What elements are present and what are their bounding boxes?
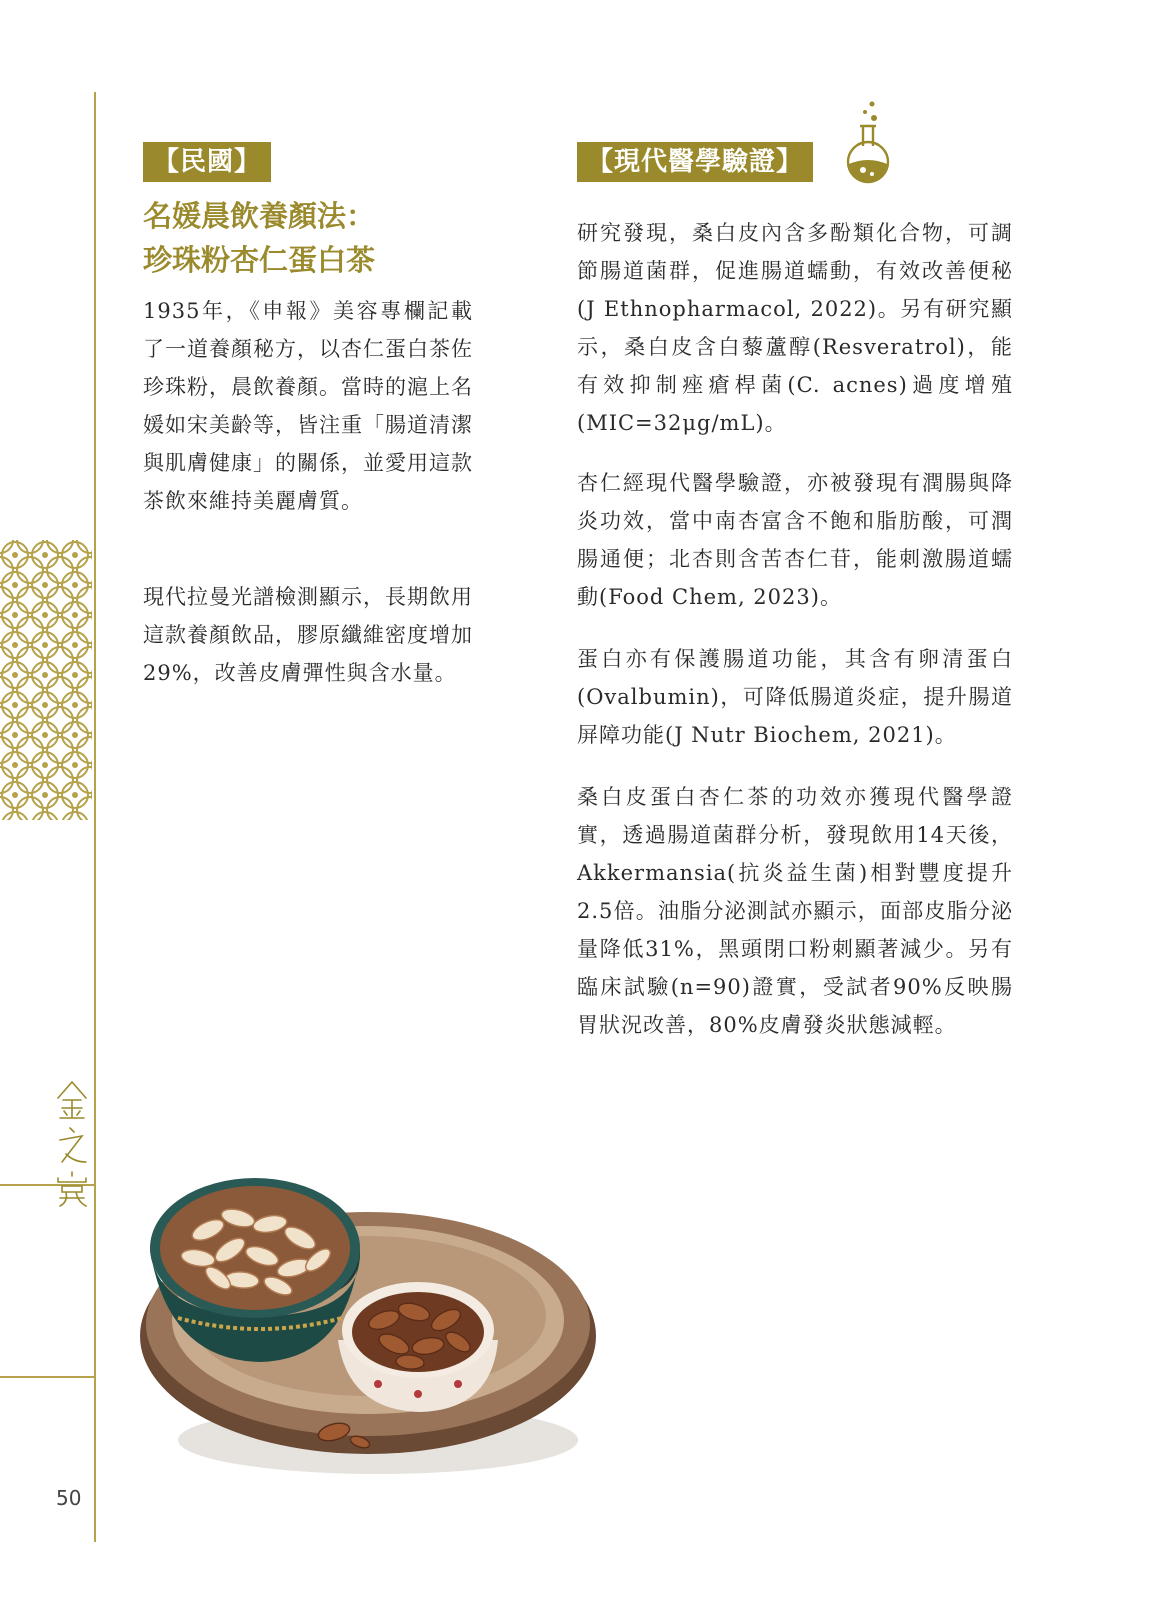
recipe-title <box>143 194 375 282</box>
lattice-pattern-icon <box>0 540 92 820</box>
raman-paragraph: 現代拉曼光譜檢測顯示，長期飲用這款養顏飲品，膠原纖維密度增加29%，改善皮膚彈性與含水量。 <box>143 585 473 685</box>
brand-logo <box>52 1078 92 1208</box>
mulberry-bark-paragraph: 研究發現，桑白皮內含多酚類化合物，可調節腸道菌群，促進腸道蠕動，有效改善便秘(J Ethnopharmacol, 2022)。另有研究顯示，桑白皮含白藜蘆醇(Resveratrol)，能有效抑制痤瘡桿菌(C. acnes)過度增殖(MIC=32μg/mL)。 <box>577 221 1013 435</box>
recipe-title-line: 珍珠粉杏仁蛋白茶 <box>143 243 376 277</box>
page-number: 50 <box>56 1486 82 1510</box>
almond-paragraph: 杏仁經現代醫學驗證，亦被發現有潤腸與降炎功效，當中南杏富含不飽和脂肪酸，可潤腸通便；北杏則含苦杏仁苷，能刺激腸道蠕動(Food Chem, 2023)。 <box>577 471 1013 609</box>
recipe-title-line: 名媛晨飲養顏法： <box>143 199 376 233</box>
era-tag: 【民國】 <box>143 142 271 182</box>
history-paragraph: 1935年，《申報》美容專欄記載了一道養顏秘方，以杏仁蛋白茶佐珍珠粉，晨飲養顏。當時的滬上名媛如宋美齡等，皆注重「腸道清潔與肌膚健康」的關係，並愛用這款茶飲來維持美麗膚質。 <box>143 299 473 513</box>
efficacy-paragraph: 桑白皮蛋白杏仁茶的功效亦獲現代醫學證實，透過腸道菌群分析，發現飲用14天後，Akkermansia(抗炎益生菌)相對豐度提升2.5倍。油脂分泌測試亦顯示，面部皮脂分泌量降低31%，黑頭閉口粉刺顯著減少。另有臨床試驗(n=90)證實，受試者90%反映腸胃狀況改善，80%皮膚發炎狀態減輕。 <box>577 785 1013 1037</box>
divider-rule <box>0 1376 95 1378</box>
medical-tag: 【現代醫學驗證】 <box>577 142 813 182</box>
egg-white-paragraph: 蛋白亦有保護腸道功能，其含有卵清蛋白(Ovalbumin)，可降低腸道炎症，提升腸道屏障功能(J Nutr Biochem, 2021)。 <box>577 647 1013 747</box>
almond-bowls-illustration <box>138 1140 598 1482</box>
margin-rule <box>94 92 96 1542</box>
flask-icon <box>838 98 898 186</box>
